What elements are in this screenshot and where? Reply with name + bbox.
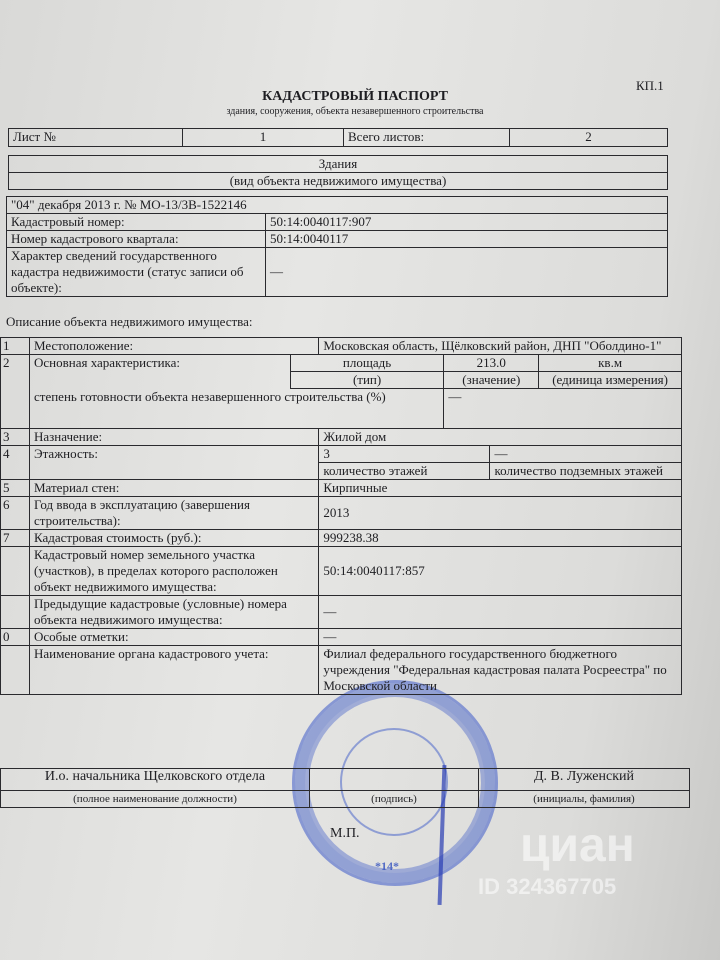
row-number: 2 (1, 355, 30, 429)
land-label: Кадастровый номер земельного участка (участков), в пределах которого расположен объект недвижимого имущества: (30, 547, 319, 596)
cost-value: 999238.38 (319, 530, 682, 547)
object-type-caption: (вид объекта недвижимого имущества) (9, 173, 668, 190)
status-label: Характер сведений государственного кадастра недвижимости (статус записи об объекте): (7, 248, 266, 297)
main-char-value: 213.0 (444, 355, 539, 372)
notes-value: — (319, 629, 682, 646)
watermark-id: ID 324367705 (478, 874, 617, 899)
readiness-value: — (444, 389, 682, 429)
object-type-table (8, 155, 668, 190)
description-heading: Описание объекта недвижимого имущества: (6, 314, 253, 329)
row-number-cell (1, 596, 30, 629)
walls-label: Материал стен: (30, 480, 319, 497)
seal-place: М.П. (330, 826, 360, 841)
sheet-label: Лист № (9, 129, 183, 147)
row-number: 3 (1, 429, 30, 446)
year-value: 2013 (319, 497, 682, 530)
cadastral-number: 50:14:0040117:907 (266, 214, 668, 231)
cadastral-number-label: Кадастровый номер: (7, 214, 266, 231)
row-number: 5 (1, 480, 30, 497)
row-number: 1 (1, 338, 30, 355)
notes-label: Особые отметки: (30, 629, 319, 646)
cost-label: Кадастровая стоимость (руб.): (30, 530, 319, 547)
authority-label: Наименование органа кадастрового учета: (30, 646, 319, 695)
authority-value: Филиал федерального государственного бюджетного учреждения "Федеральная кадастровая палата Росреестра" по Московской области (319, 646, 682, 695)
purpose-value: Жилой дом (319, 429, 682, 446)
document-title: КАДАСТРОВЫЙ ПАСПОРТ (262, 89, 448, 104)
signature-table (0, 768, 690, 808)
description-table (0, 337, 682, 695)
position-caption: (полное наименование должности) (1, 791, 310, 808)
document-subtitle: здания, сооружения, объекта незавершенного строительства (226, 106, 484, 117)
walls-value: Кирпичные (319, 480, 682, 497)
quarter-label: Номер кадастрового квартала: (7, 231, 266, 248)
land-value: 50:14:0040117:857 (319, 547, 682, 596)
object-type: Здания (9, 156, 668, 173)
value-caption: (значение) (444, 372, 539, 389)
previous-value: — (319, 596, 682, 629)
signer-position: И.о. начальника Щелковского отдела (1, 769, 310, 791)
total-sheets: 2 (510, 129, 668, 147)
main-char-label: Основная характеристика: (30, 355, 291, 389)
location-label: Местоположение: (30, 338, 319, 355)
floors-label: Этажность: (30, 446, 319, 480)
previous-label: Предыдущие кадастровые (условные) номера объекта недвижимого имущества: (30, 596, 319, 629)
location-value: Московская область, Щёлковский район, ДНП "Оболдино-1" (319, 338, 682, 355)
quarter-number: 50:14:0040117 (266, 231, 668, 248)
row-number-cell (1, 646, 30, 695)
header-table (6, 196, 668, 297)
total-sheets-label: Всего листов: (344, 129, 510, 147)
date-number: "04" декабря 2013 г. № МО-13/3В-1522146 (7, 197, 668, 214)
status-value: — (266, 248, 668, 297)
row-number: 4 (1, 446, 30, 480)
underground-floors-value: — (490, 446, 682, 463)
stamp-center-text: *14* (375, 859, 399, 873)
name-caption: (инициалы, фамилия) (479, 791, 690, 808)
readiness-label: степень готовности объекта незавершенного строительства (%) (30, 389, 444, 429)
signature-cell (310, 769, 479, 791)
floors-value: 3 (319, 446, 490, 463)
watermark-brand: циан (520, 819, 635, 872)
main-char-unit: кв.м (539, 355, 682, 372)
year-label: Год ввода в эксплуатацию (завершения строительства): (30, 497, 319, 530)
underground-caption: количество подземных этажей (490, 463, 682, 480)
type-caption: (тип) (290, 372, 444, 389)
sheet-table (8, 128, 668, 147)
row-number: 7 (1, 530, 30, 547)
signature-caption: (подпись) (310, 791, 479, 808)
form-code: КП.1 (636, 78, 664, 93)
floors-caption: количество этажей (319, 463, 490, 480)
row-number: 0 (1, 629, 30, 646)
signer-name: Д. В. Луженский (479, 769, 690, 791)
row-number: 6 (1, 497, 30, 530)
unit-caption: (единица измерения) (539, 372, 682, 389)
main-char-type: площадь (290, 355, 444, 372)
row-number-cell (1, 547, 30, 596)
purpose-label: Назначение: (30, 429, 319, 446)
sheet-number: 1 (183, 129, 344, 147)
